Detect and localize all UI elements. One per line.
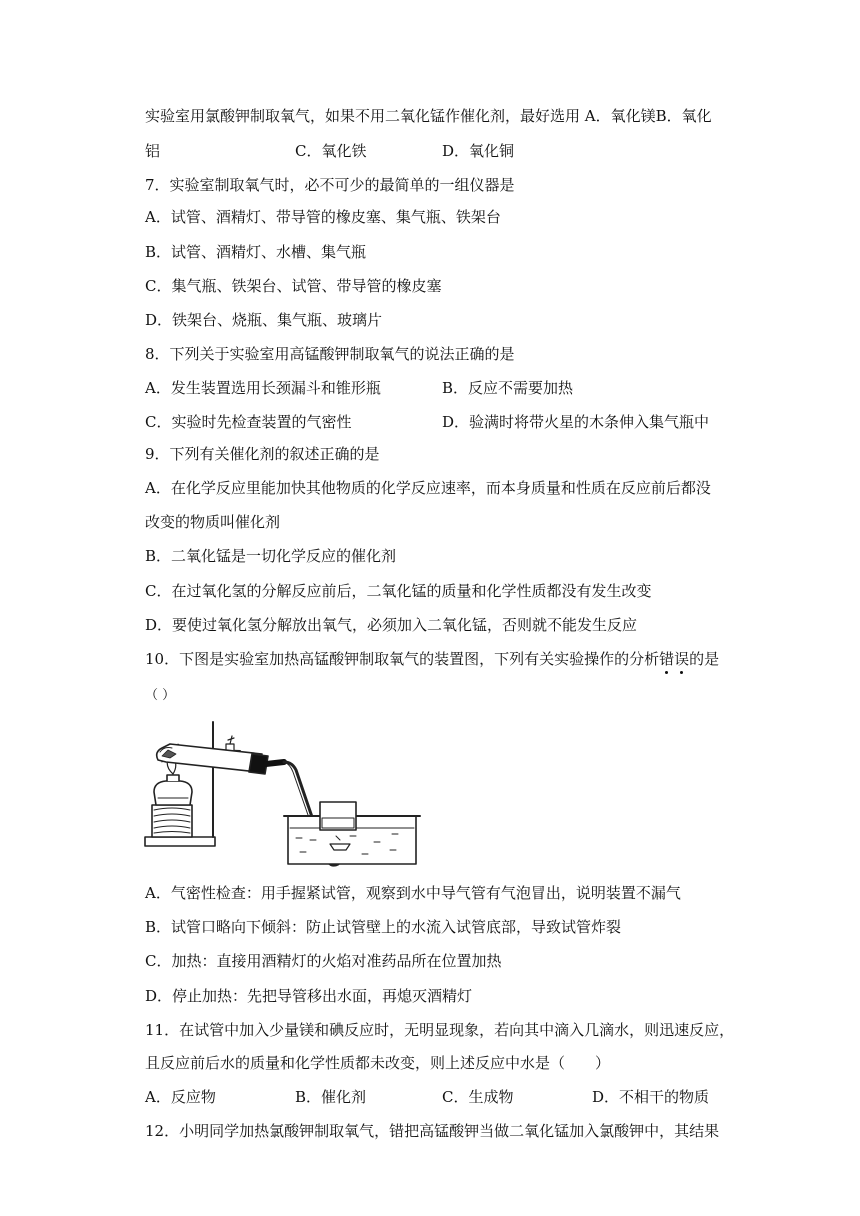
- q6-line-1: 实验室用氯酸钾制取氧气，如果不用二氧化锰作催化剂，最好选用 A．氧化镁B．氧化: [145, 107, 712, 125]
- q6-option-c: C．氧化铁: [295, 142, 367, 160]
- q11-options: [145, 1087, 745, 1107]
- q6-options: [145, 141, 745, 161]
- q10-option-c: C．加热：直接用酒精灯的火焰对准药品所在位置加热: [145, 952, 502, 970]
- q7-stem: 7．实验室制取氧气时，必不可少的最简单的一组仪器是: [145, 176, 515, 194]
- q10-stem: [145, 649, 719, 669]
- q9-option-a-line-1: A．在化学反应里能加快其他物质的化学反应速率，而本身质量和性质在反应前后都没: [145, 479, 711, 497]
- q8-option-b: B．反应不需要加热: [442, 379, 574, 397]
- q9-stem: 9．下列有关催化剂的叙述正确的是: [145, 445, 380, 463]
- q9-option-d: D．要使过氧化氢分解放出氧气，必须加入二氧化锰，否则就不能发生反应: [145, 616, 638, 634]
- q12-line-1: 12．小明同学加热氯酸钾制取氧气，错把高锰酸钾当做二氧化锰加入氯酸钾中，其结果: [145, 1122, 720, 1140]
- q10-option-d: D．停止加热：先把导管移出水面，再熄灭酒精灯: [145, 987, 473, 1005]
- q8-option-d: D．验满时将带火星的木条伸入集气瓶中: [442, 413, 710, 431]
- q11-option-a: A．反应物: [145, 1088, 216, 1106]
- q10-emphasis-1: 错: [659, 650, 675, 668]
- q8-options-row-1: [145, 378, 745, 398]
- q8-option-a: A．发生装置选用长颈漏斗和锥形瓶: [145, 379, 381, 397]
- q7-option-a: A．试管、酒精灯、带导管的橡皮塞、集气瓶、铁架台: [145, 208, 501, 226]
- q6-option-d: D．氧化铜: [442, 142, 515, 160]
- q9-option-c: C．在过氧化氢的分解反应前后，二氧化锰的质量和化学性质都没有发生改变: [145, 582, 652, 600]
- q11-option-d: D．不相干的物质: [592, 1088, 710, 1106]
- q8-options-row-2: [145, 412, 745, 432]
- q10-stem-pre: 10．下图是实验室加热高锰酸钾制取氧气的装置图，下列有关实验操作的分析: [145, 650, 660, 668]
- oxygen-apparatus-figure: [140, 718, 530, 870]
- q10-option-a: A．气密性检查：用手握紧试管，观察到水中导气管有气泡冒出，说明装置不漏气: [145, 884, 681, 902]
- q11-option-c: C．生成物: [442, 1088, 514, 1106]
- q9-option-b: B．二氧化锰是一切化学反应的催化剂: [145, 547, 397, 565]
- q11-line-2: 且反应前后水的质量和化学性质都未改变，则上述反应中水是（ ）: [145, 1054, 611, 1072]
- q11-line-1: 11．在试管中加入少量镁和碘反应时，无明显现象，若向其中滴入几滴水，则迅速反应，: [145, 1021, 735, 1039]
- q6-option-b-tail: 铝: [145, 142, 161, 160]
- q7-option-d: D．铁架台、烧瓶、集气瓶、玻璃片: [145, 311, 383, 329]
- q8-option-c: C．实验时先检查装置的气密性: [145, 413, 352, 431]
- q11-option-b: B．催化剂: [295, 1088, 367, 1106]
- q10-option-b: B．试管口略向下倾斜：防止试管壁上的水流入试管底部，导致试管炸裂: [145, 918, 622, 936]
- q10-answer-blank: （ ）: [145, 688, 176, 703]
- q10-stem-post: 的是: [689, 650, 720, 668]
- q9-option-a-line-2: 改变的物质叫催化剂: [145, 513, 281, 531]
- q7-option-b: B．试管、酒精灯、水槽、集气瓶: [145, 243, 367, 261]
- q7-option-c: C．集气瓶、铁架台、试管、带导管的橡皮塞: [145, 277, 442, 295]
- q8-stem: 8．下列关于实验室用高锰酸钾制取氧气的说法正确的是: [145, 345, 515, 363]
- q10-emphasis-2: 误: [674, 650, 690, 668]
